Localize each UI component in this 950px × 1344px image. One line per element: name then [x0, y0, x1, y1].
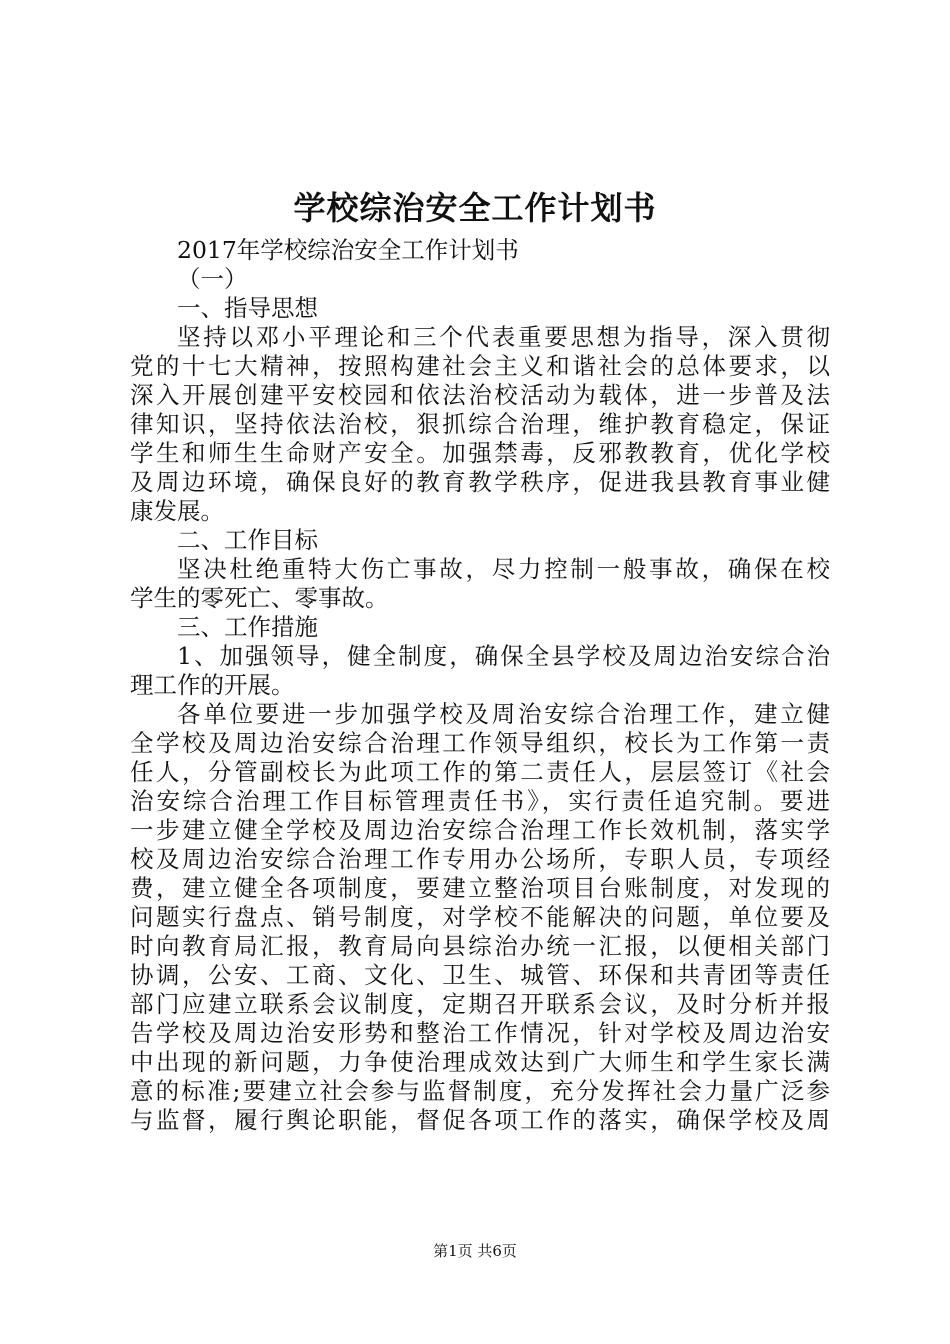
paragraph-line: 党的十七大精神，按照构建社会主义和谐社会的总体要求，以	[130, 352, 830, 380]
paragraph-line: 各单位要进一步加强学校及周治安综合治理工作，建立健	[177, 700, 830, 728]
paragraph-line: 律知识，坚持依法治校，狠抓综合治理，维护教育稳定，保证	[130, 410, 830, 438]
paragraph-line: 1、加强领导，健全制度，确保全县学校及周边治安综合治	[177, 642, 830, 670]
document-title: 学校综治安全工作计划书	[293, 189, 657, 227]
paragraph-line: 协调，公安、工商、文化、卫生、城管、环保和共青团等责任	[130, 961, 830, 989]
paragraph-line: 全学校及周边治安综合治理工作领导组织，校长为工作第一责	[130, 729, 830, 757]
paragraph-line: 学生和师生生命财产安全。加强禁毒，反邪教教育，优化学校	[130, 439, 830, 467]
paragraph-line: 学生的零死亡、零事故。	[130, 584, 389, 612]
paragraph-line: 坚持以邓小平理论和三个代表重要思想为指导，深入贯彻	[177, 323, 830, 351]
paragraph-line: 治安综合治理工作目标管理责任书》，实行责任追究制。要进	[130, 787, 830, 815]
page-indicator: 第1页 共6页	[433, 1242, 517, 1260]
paragraph-line: 深入开展创建平安校园和依法治校活动为载体，进一步普及法	[130, 381, 830, 409]
paragraph-line: 校及周边治安综合治理工作专用办公场所，专职人员，专项经	[130, 845, 830, 873]
paragraph-line: 二、工作目标	[177, 526, 318, 554]
paragraph-line: 部门应建立联系会议制度，定期召开联系会议，及时分析并报	[130, 990, 830, 1018]
paragraph-line: 时向教育局汇报，教育局向县综治办统一汇报，以便相关部门	[130, 932, 830, 960]
paragraph-line: 问题实行盘点、销号制度，对学校不能解决的问题，单位要及	[130, 903, 830, 931]
paragraph-line: （一）	[177, 265, 248, 293]
paragraph-line: 康发展。	[130, 497, 224, 525]
paragraph-line: 2017年学校综治安全工作计划书	[177, 236, 519, 264]
paragraph-line: 中出现的新问题，力争使治理成效达到广大师生和学生家长满	[130, 1048, 830, 1076]
document-body	[130, 236, 830, 1135]
paragraph-line: 坚决杜绝重特大伤亡事故，尽力控制一般事故，确保在校	[177, 555, 830, 583]
paragraph-line: 一、指导思想	[177, 294, 318, 322]
paragraph-line: 意的标准;要建立社会参与监督制度，充分发挥社会力量广泛参	[130, 1077, 830, 1105]
paragraph-line: 任人，分管副校长为此项工作的第二责任人，层层签订《社会	[130, 758, 830, 786]
paragraph-line: 告学校及周边治安形势和整治工作情况，针对学校及周边治安	[130, 1019, 830, 1047]
paragraph-line: 费，建立健全各项制度，要建立整治项目台账制度，对发现的	[130, 874, 830, 902]
paragraph-line: 三、工作措施	[177, 613, 318, 641]
paragraph-line: 及周边环境，确保良好的教育教学秩序，促进我县教育事业健	[130, 468, 830, 496]
paragraph-line: 一步建立健全学校及周边治安综合治理工作长效机制，落实学	[130, 816, 830, 844]
paragraph-line: 理工作的开展。	[130, 671, 295, 699]
paragraph-line: 与监督，履行舆论职能，督促各项工作的落实，确保学校及周	[130, 1106, 830, 1134]
